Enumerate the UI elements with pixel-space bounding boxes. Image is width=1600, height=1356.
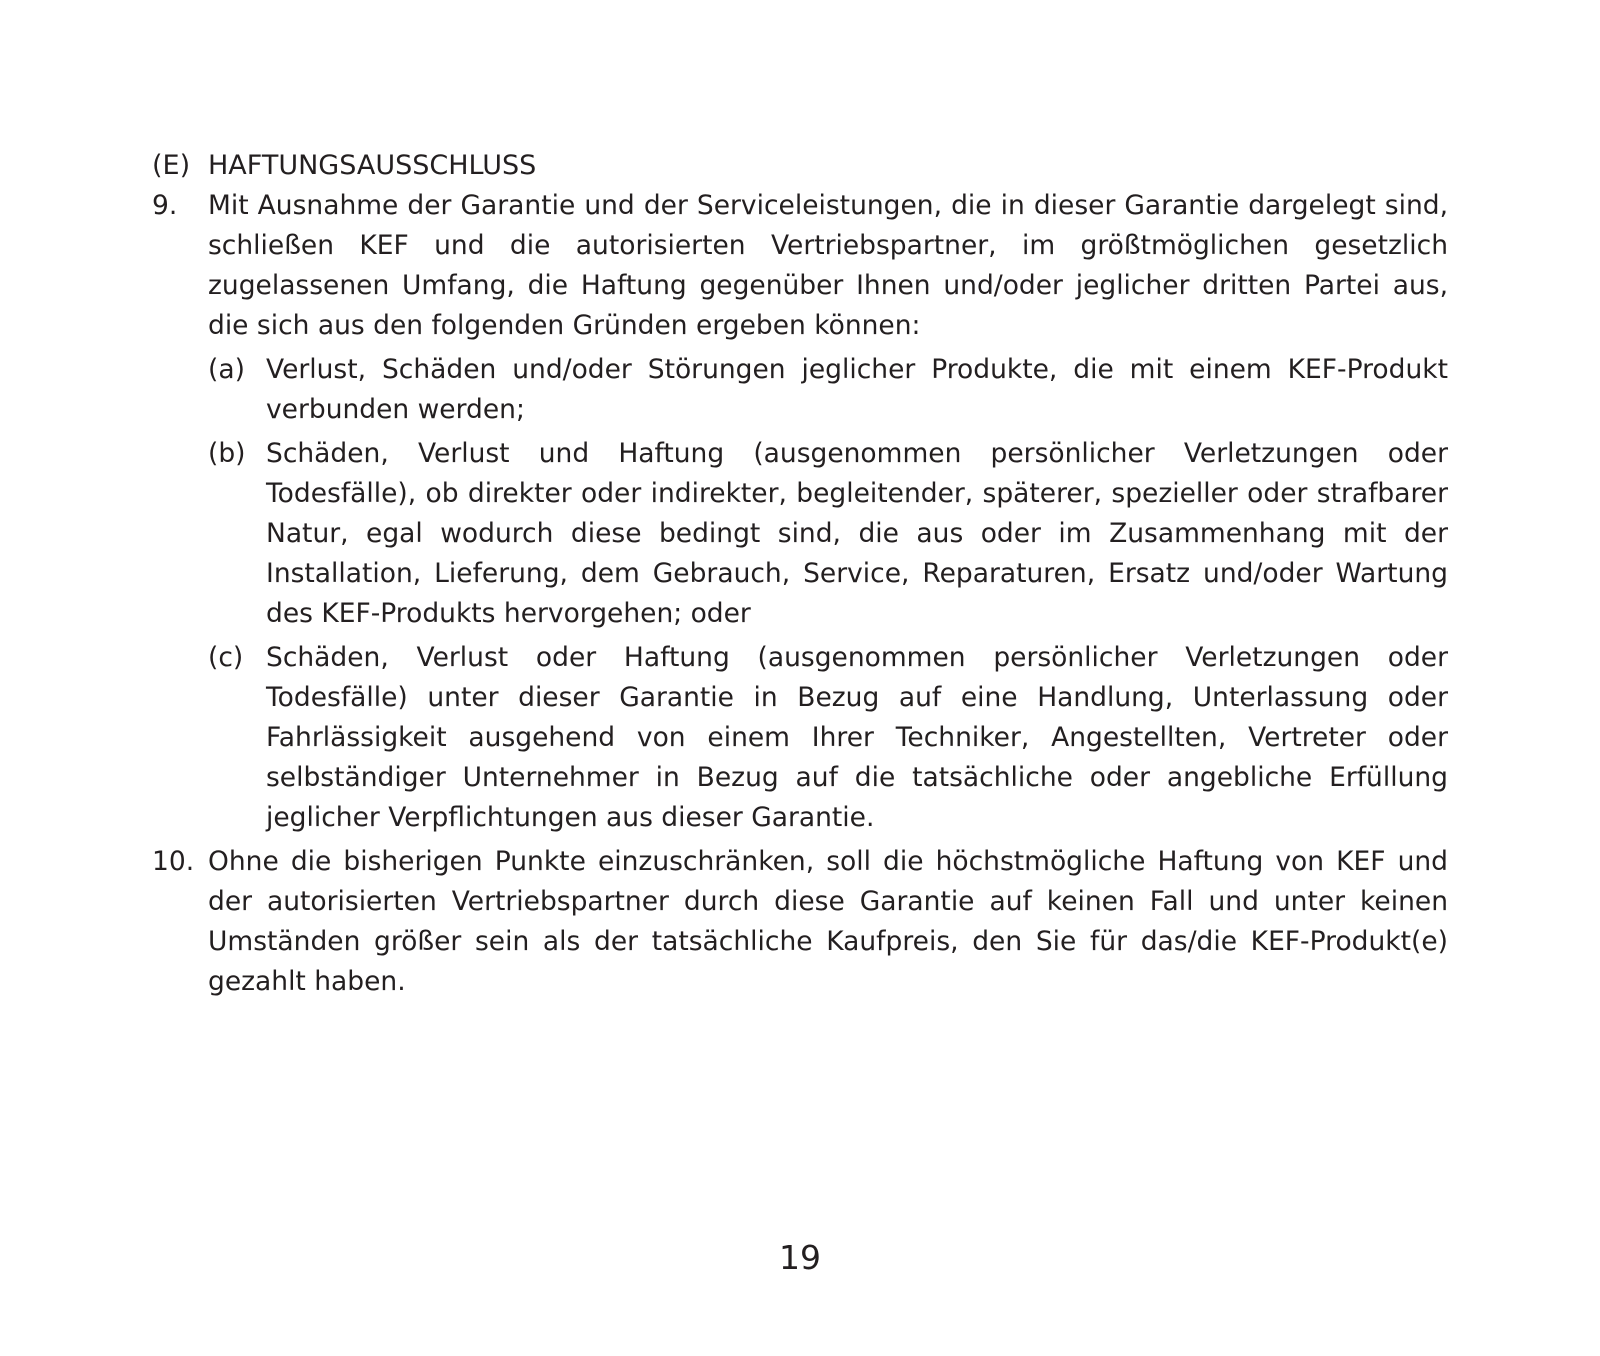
item-paragraph: Mit Ausnahme der Garantie und der Serviceleistungen, die in dieser Garantie dargelegt sind, schließen KEF und die autorisierten Vertriebspartner, im größtmöglichen gesetzlich zugelassenen Umfang, die Haftung gegenüber Ihnen und/oder jeglicher dritten Partei aus, die sich aus den folgenden Gründen ergeben können: [208,190,1448,341]
page-content [152,146,1448,1002]
section-title: HAFTUNGSAUSSCHLUSS [208,150,537,181]
sub-item-label: (b) [208,438,246,469]
section-label: (E) [152,150,191,181]
sub-item-c [208,638,1448,838]
item-paragraph: Ohne die bisherigen Punkte einzuschränken, soll die höchstmögliche Haftung von KEF und der autorisierten Vertriebspartner durch diese Garantie auf keinen Fall und unter keinen Umständen größer sein als der tatsächliche Kaufpreis, den Sie für das/die KEF-Produkt(e) gezahlt haben. [208,846,1448,997]
sub-item-label: (c) [208,642,244,673]
section-heading [152,146,1448,186]
sub-item-paragraph: Verlust, Schäden und/oder Störungen jeglicher Produkte, die mit einem KEF-Produkt verbunden werden; [266,354,1448,425]
sub-item-a [208,350,1448,430]
sub-item-label: (a) [208,354,245,385]
list-item-9 [152,186,1448,838]
item-body [208,186,1448,838]
sub-item-b [208,434,1448,634]
page-number: 19 [779,1238,821,1277]
sub-item-paragraph: Schäden, Verlust oder Haftung (ausgenommen persönlicher Verletzungen oder Todesfälle) unter dieser Garantie in Bezug auf eine Handlung, Unterlassung oder Fahrlässigkeit ausgehend von einem Ihrer Techniker, Angestellten, Vertreter oder selbständiger Unternehmer in Bezug auf die tatsächliche oder angebliche Erfüllung jeglicher Verpflichtungen aus dieser Garantie. [266,642,1448,833]
list-item-10 [152,842,1448,1002]
sub-item-paragraph: Schäden, Verlust und Haftung (ausgenommen persönlicher Verletzungen oder Todesfälle), ob direkter oder indirekter, begleitender, späterer, spezieller oder strafbarer Natur, egal wodurch diese bedingt sind, die aus oder im Zusammenhang mit der Installation, Lieferung, dem Gebrauch, Service, Reparaturen, Ersatz und/oder Wartung des KEF-Produkts hervorgehen; oder [266,438,1448,629]
item-number: 10. [152,846,195,877]
item-body [208,842,1448,1002]
item-number: 9. [152,190,178,221]
